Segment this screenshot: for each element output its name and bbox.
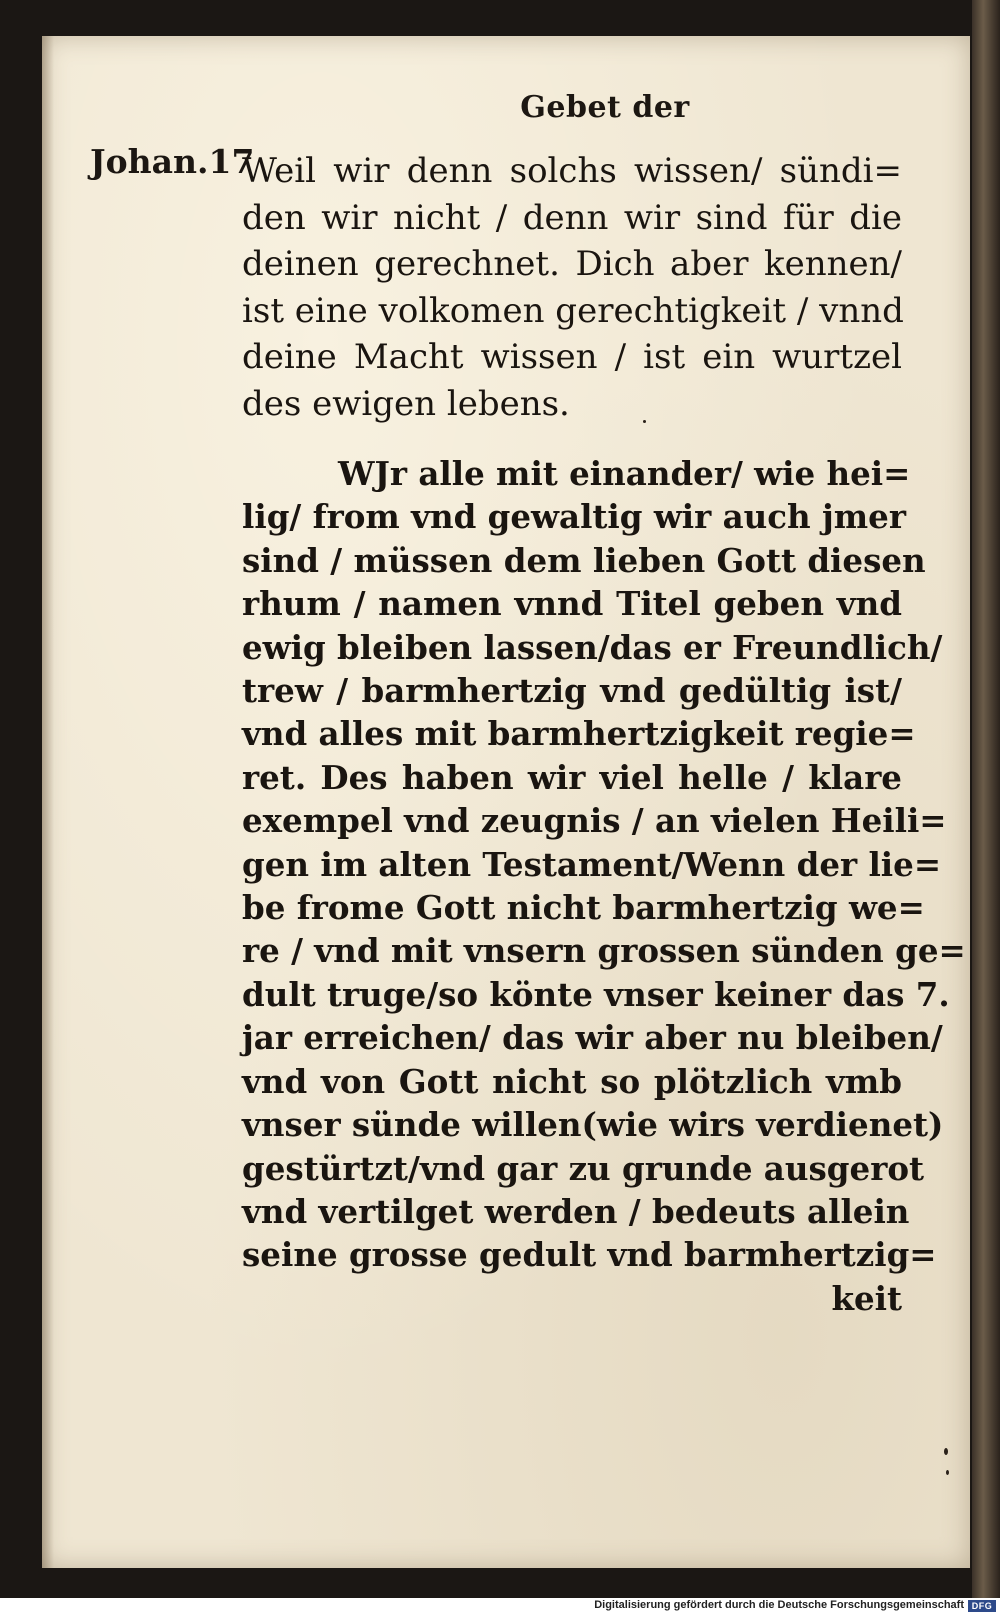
text-line: rhum / namen vnnd Titel geben vnd (242, 584, 902, 624)
text-line: lig/ from vnd gewaltig wir auch jmer (242, 497, 906, 537)
ink-speck (944, 1448, 948, 1455)
text-line: exempel vnd zeugnis / an vielen Heili= (242, 801, 947, 841)
text-line: Weil wir denn solchs wissen/ sündi= (242, 151, 902, 191)
text-line: ewig bleiben lassen/das er Freundlich/ (242, 627, 943, 667)
text-line: des ewigen lebens. (242, 383, 570, 424)
text-line: deine Macht wissen / ist ein wurtzel (242, 337, 902, 377)
text-line: vnser sünde willen(wie wirs verdienet) (242, 1105, 944, 1145)
text-line: seine grosse gedult vnd barmhertzig= (242, 1235, 937, 1275)
ink-speck (643, 420, 646, 423)
digitization-credit: Digitalisierung gefördert durch die Deutsche Forschungsgemeinschaft (594, 1599, 964, 1611)
text-line: ist eine volkomen gerechtigkeit / vnnd (242, 290, 904, 331)
dfg-logo: DFG (968, 1600, 996, 1612)
text-line: gen im alten Testament/Wenn der lie= (242, 844, 942, 884)
text-line: dult truge/so könte vnser keiner das 7. (242, 974, 950, 1014)
text-line: den wir nicht / denn wir sind für die (242, 197, 902, 238)
page-gutter-shadow (42, 36, 54, 1568)
running-head: Gebet der (520, 90, 690, 125)
book-edge (972, 0, 1000, 1598)
text-line: vnd alles mit barmhertzigkeit regie= (242, 714, 916, 754)
catchword: keit (831, 1278, 902, 1318)
text-line: ret. Des haben wir viel helle / klare (242, 757, 902, 797)
text-line: sind / müssen dem lieben Gott diesen (242, 540, 926, 580)
paragraph-1 (242, 148, 902, 427)
paragraph-2 (242, 452, 966, 1320)
text-line: be frome Gott nicht barmhertzig we= (242, 888, 925, 928)
text-line: vnd vertilget werden / bedeuts allein (242, 1191, 910, 1231)
text-line: re / vnd mit vnsern grossen sünden ge= (242, 931, 966, 971)
text-line: deinen gerechnet. Dich aber kennen/ (242, 244, 902, 284)
text-line: gestürtzt/vnd gar zu grunde ausgerot (242, 1148, 925, 1188)
margin-reference: Johan.17 (90, 142, 255, 181)
ink-speck (946, 1470, 949, 1475)
text-line: WJr alle mit einander/ wie hei= (338, 454, 911, 493)
text-line: vnd von Gott nicht so plötzlich vmb (242, 1061, 902, 1101)
text-line: jar erreichen/ das wir aber nu bleiben/ (242, 1018, 943, 1058)
text-line: trew / barmhertzig vnd gedültig ist/ (242, 671, 902, 711)
